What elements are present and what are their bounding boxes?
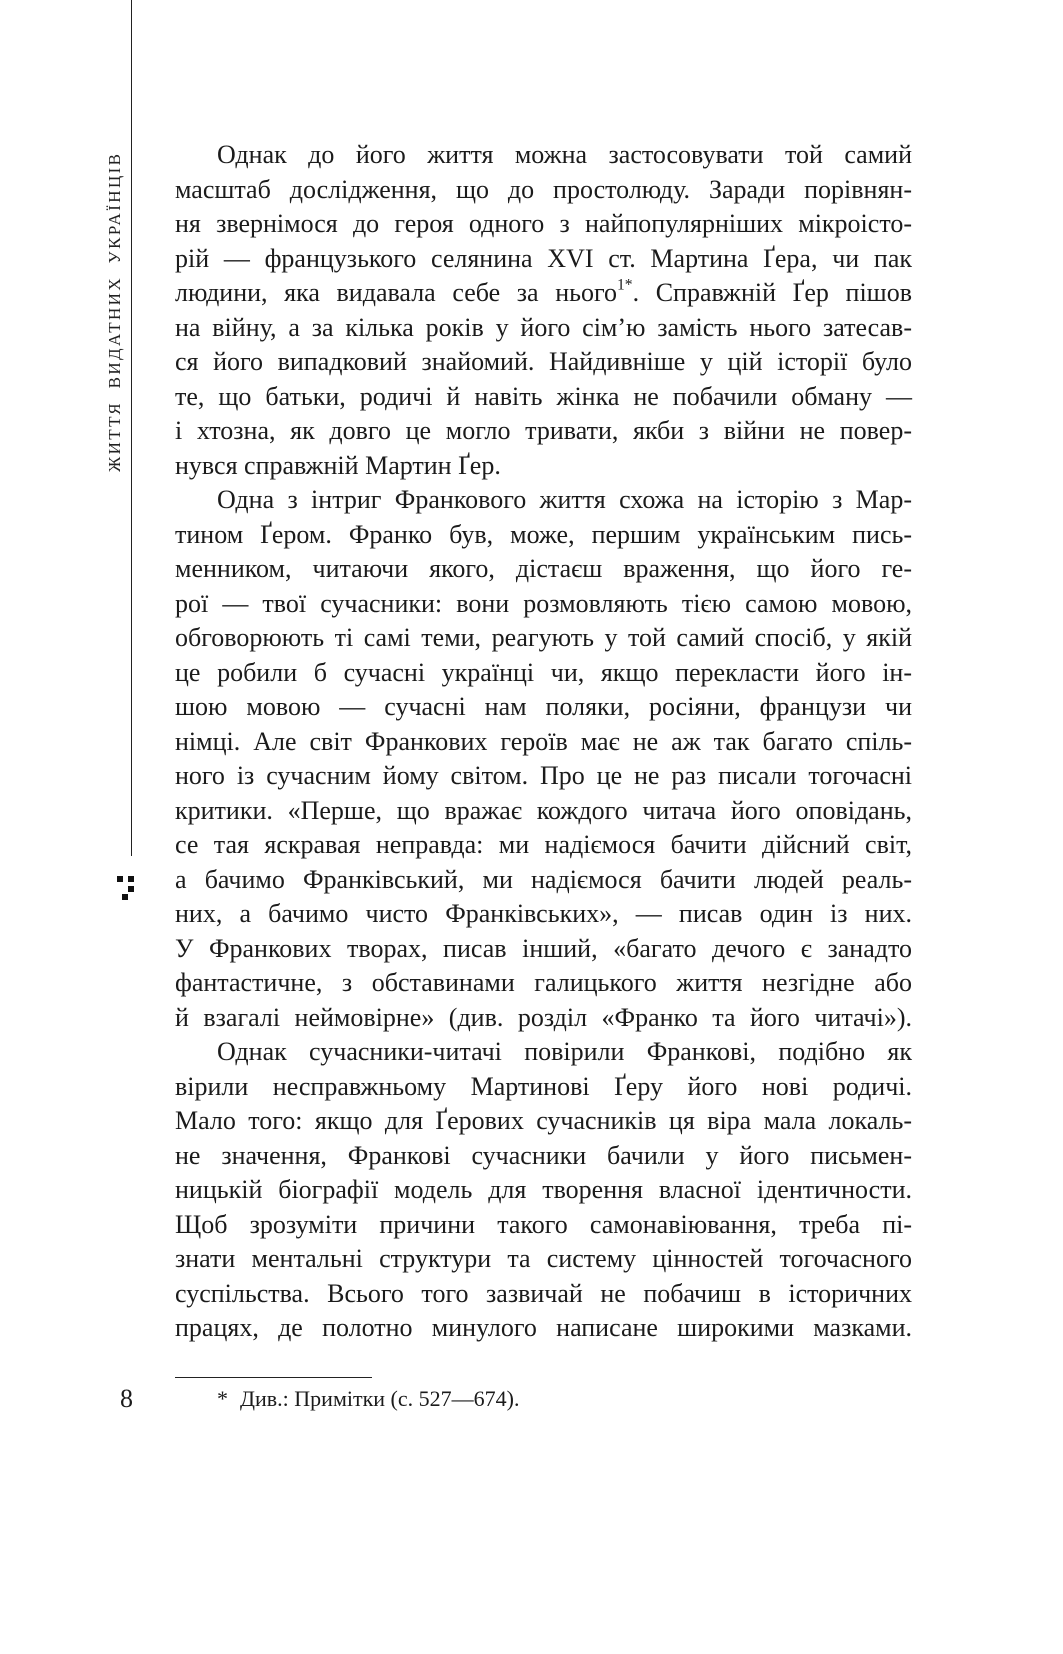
text-line: на війну, а за кілька років у його сім’ю замість нього затесав-	[175, 312, 912, 342]
page-number: 8	[120, 1384, 133, 1413]
text-line: ся його випадковий знайомий. Найдивніше у цій історії було	[175, 347, 912, 376]
text-line: рої — твої сучасники: вони розмовляють тією самою мовою,	[175, 588, 912, 618]
text-line: У Франкових творах, писав інший, «багато дечого є занадто	[175, 933, 912, 963]
text-segment: людини, яка видавала себе за нього	[175, 278, 617, 307]
paragraph	[175, 483, 912, 1035]
text-line: се тая яскравая неправда: ми надіємося бачити дійсний світ,	[175, 830, 912, 859]
ornament-icon	[115, 873, 139, 903]
text-line: те, що батьки, родичі й навіть жінка не побачили обману —	[175, 381, 912, 411]
text-line: Одна з інтриг Франкового життя схожа на історію з Мар-	[217, 485, 912, 514]
paragraph	[175, 1035, 912, 1346]
text-line: не значення, Франкові сучасники бачили у його письмен-	[175, 1140, 912, 1170]
text-line: знати ментальні структури та систему цінностей тогочасного	[175, 1244, 912, 1273]
footnote-marker: *	[217, 1386, 228, 1411]
text-line: німці. Але світ Франкових героїв має не аж так багато спіль-	[175, 726, 912, 756]
text-line: ницькій біографії модель для творення власної ідентичности.	[175, 1175, 912, 1204]
text-line	[175, 276, 912, 311]
text-line: і хтозна, як довго це могло тривати, якби з війни не повер-	[175, 416, 912, 445]
vertical-rule	[131, 0, 132, 856]
text-line: ня звернімося до героя одного з найпопулярніших мікроісто-	[175, 209, 912, 238]
text-line: шою мовою — сучасні нам поляки, росіяни, французи чи	[175, 692, 912, 721]
paragraph	[175, 138, 912, 483]
text-line: Мало того: якщо для Ґерових сучасників ця віра мала локаль-	[175, 1106, 912, 1135]
text-line: Однак до його життя можна застосовувати той самий	[217, 140, 912, 169]
text-line: Щоб зрозуміти причини такого самонавіювання, треба пі-	[175, 1209, 912, 1239]
text-line: рій — французького селянина XVI ст. Мартина Ґера, чи пак	[175, 243, 912, 273]
text-line: масштаб дослідження, що до простолюду. Заради порівнян-	[175, 174, 912, 204]
text-line: них, а бачимо чисто Франківських», — писав один із них.	[175, 899, 912, 928]
footnote-reference: 1*	[617, 276, 633, 294]
text-line: а бачимо Франківський, ми надіємося бачити людей реаль-	[175, 864, 912, 894]
text-line: критики. «Перше, що вражає кождого читача його оповідань,	[175, 795, 912, 825]
text-line: працях, де полотно минулого написане широкими мазками.	[175, 1313, 912, 1342]
footnote-text: Див.: Примітки (с. 527—674).	[240, 1386, 520, 1411]
text-line: нувся справжній Мартин Ґер.	[175, 450, 501, 480]
text-line: Однак сучасники-читачі повірили Франкові, подібно як	[217, 1037, 912, 1066]
text-line: фантастичне, з обставинами галицького життя незгідне або	[175, 968, 912, 997]
running-header: ЖИТТЯ ВИДАТНИХ УКРАЇНЦІВ	[105, 151, 124, 472]
text-line: ного із сучасним йому світом. Про це не раз писали тогочасні	[175, 761, 912, 790]
text-line: обговорюють ті самі теми, реагують у той самий спосіб, у якій	[175, 623, 912, 652]
text-line: тином Ґером. Франко був, може, першим українським пись-	[175, 519, 912, 549]
text-line: це робили б сучасні українці чи, якщо перекласти його ін-	[175, 657, 912, 687]
footnote-rule	[175, 1377, 372, 1378]
body-text	[175, 138, 912, 1346]
text-line: суспільства. Всього того зазвичай не побачиш в історичних	[175, 1278, 912, 1308]
text-line: менником, читаючи якого, дістаєш враження, що його ге-	[175, 554, 912, 583]
text-line: вірили несправжньому Мартинові Ґеру його нові родичі.	[175, 1071, 912, 1101]
footnote	[217, 1384, 519, 1414]
text-line: й взагалі неймовірне» (див. розділ «Франко та його читачі»).	[175, 1002, 912, 1032]
text-segment: . Справжній Ґер пішов	[632, 278, 912, 307]
